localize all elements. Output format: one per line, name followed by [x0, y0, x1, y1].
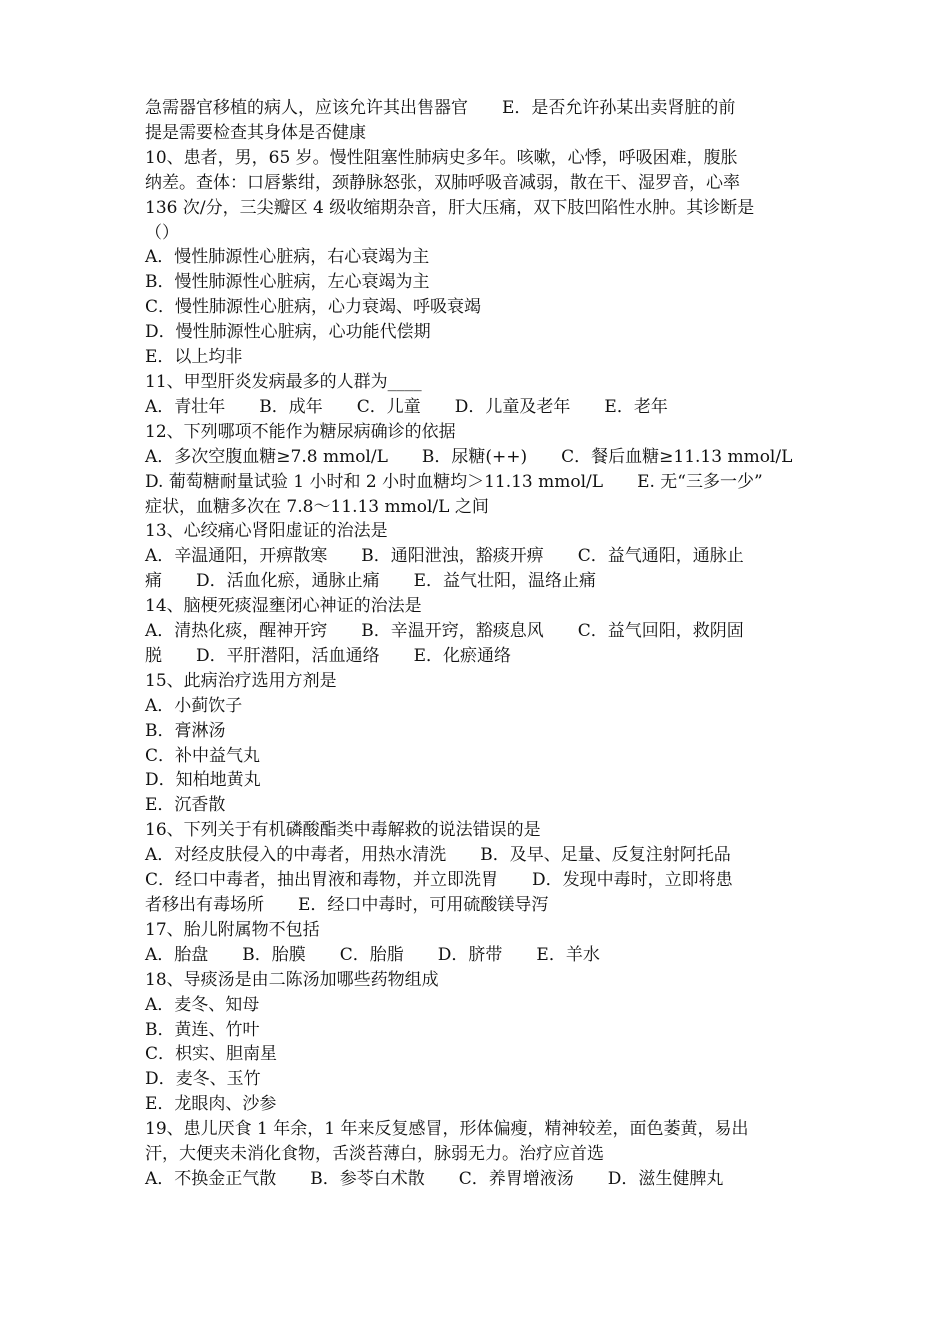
option-line: C．补中益气丸 — [145, 745, 261, 766]
option-line: A．清热化痰，醒神开窍 B．辛温开窍，豁痰息风 C．益气回阳，救阴固 — [145, 621, 744, 642]
question-14: 14、脑梗死痰湿壅闭心神证的治法是 — [145, 596, 422, 617]
question-13: 13、心绞痛心肾阳虚证的治法是 — [145, 521, 388, 542]
option-line: 痛 D．活血化瘀，通脉止痛 E．益气壮阳，温络止痛 — [145, 571, 597, 592]
text-line: 汗，大便夹未消化食物，舌淡苔薄白，脉弱无力。治疗应首选 — [145, 1144, 604, 1165]
option-line: E．龙眼肉、沙参 — [145, 1094, 277, 1115]
option-line: D. 葡萄糖耐量试验 1 小时和 2 小时血糖均＞11.13 mmol/L E. 无“三多一少” — [145, 471, 763, 492]
text-line: 提是需要检查其身体是否健康 — [145, 122, 366, 143]
option-line: E．沉香散 — [145, 795, 226, 816]
question-12: 12、下列哪项不能作为糖尿病确诊的依据 — [145, 421, 456, 442]
option-line: A．小蓟饮子 — [145, 695, 243, 716]
option-line: A．青壮年 B．成年 C．儿童 D．儿童及老年 E．老年 — [145, 396, 668, 417]
option-line: C．慢性肺源性心脏病，心力衰竭、呼吸衰竭 — [145, 297, 482, 318]
option-line: A．多次空腹血糖≥7.8 mmol/L B．尿糖(++) C．餐后血糖≥11.13 mmol/L — [145, 446, 793, 467]
question-11: 11、甲型肝炎发病最多的人群为____ — [145, 371, 422, 392]
option-line: 脱 D．平肝潜阳，活血通络 E．化瘀通络 — [145, 645, 512, 666]
option-line: A．对经皮肤侵入的中毒者，用热水清洗 B．及早、足量、反复注射阿托品 — [145, 845, 731, 866]
option-line: D．慢性肺源性心脏病，心功能代偿期 — [145, 322, 431, 343]
option-line: C．经口中毒者，抽出胃液和毒物，并立即洗胃 D．发现中毒时，立即将患 — [145, 870, 733, 891]
question-15: 15、此病治疗选用方剂是 — [145, 670, 337, 691]
question-16: 16、下列关于有机磷酸酯类中毒解救的说法错误的是 — [145, 820, 541, 841]
question-17: 17、胎儿附属物不包括 — [145, 919, 320, 940]
option-line: B．膏淋汤 — [145, 720, 226, 741]
option-line: D．知柏地黄丸 — [145, 770, 261, 791]
option-line: 症状，血糖多次在 7.8～11.13 mmol/L 之间 — [145, 496, 489, 517]
option-line: A．胎盘 B．胎膜 C．胎脂 D．脐带 E．羊水 — [145, 944, 600, 965]
text-line: （） — [145, 222, 179, 243]
option-line: B．慢性肺源性心脏病，左心衰竭为主 — [145, 272, 430, 293]
option-line: B．黄连、竹叶 — [145, 1019, 260, 1040]
option-line: A．麦冬、知母 — [145, 994, 260, 1015]
document-body — [145, 96, 813, 1192]
option-line: 者移出有毒场所 E．经口中毒时，可用硫酸镁导泻 — [145, 895, 549, 915]
option-line: C．枳实、胆南星 — [145, 1044, 278, 1065]
question-18: 18、导痰汤是由二陈汤加哪些药物组成 — [145, 969, 439, 990]
option-line: A．不换金正气散 B．参苓白术散 C．养胃增液汤 D．滋生健脾丸 — [145, 1168, 724, 1189]
option-line: D．麦冬、玉竹 — [145, 1069, 261, 1090]
text-line: 急需器官移植的病人，应该允许其出售器官 E．是否允许孙某出卖肾脏的前 — [145, 98, 736, 118]
option-line: A．慢性肺源性心脏病，右心衰竭为主 — [145, 247, 430, 268]
text-line: 136 次/分，三尖瓣区 4 级收缩期杂音，肝大压痛，双下肢凹陷性水肿。其诊断是 — [145, 197, 755, 218]
option-line: E．以上均非 — [145, 347, 243, 368]
text-line: 纳差。查体：口唇紫绀，颈静脉怒张，双肺呼吸音减弱，散在干、湿罗音，心率 — [145, 172, 740, 193]
option-line: A．辛温通阳，开痹散寒 B．通阳泄浊，豁痰开痹 C．益气通阳，通脉止 — [145, 546, 744, 567]
question-19: 19、患儿厌食 1 年余，1 年来反复感冒，形体偏瘦，精神较差，面色萎黄，易出 — [145, 1119, 749, 1140]
question-10: 10、患者，男，65 岁。慢性阻塞性肺病史多年。咳嗽，心悸，呼吸困难，腹胀 — [145, 147, 738, 168]
